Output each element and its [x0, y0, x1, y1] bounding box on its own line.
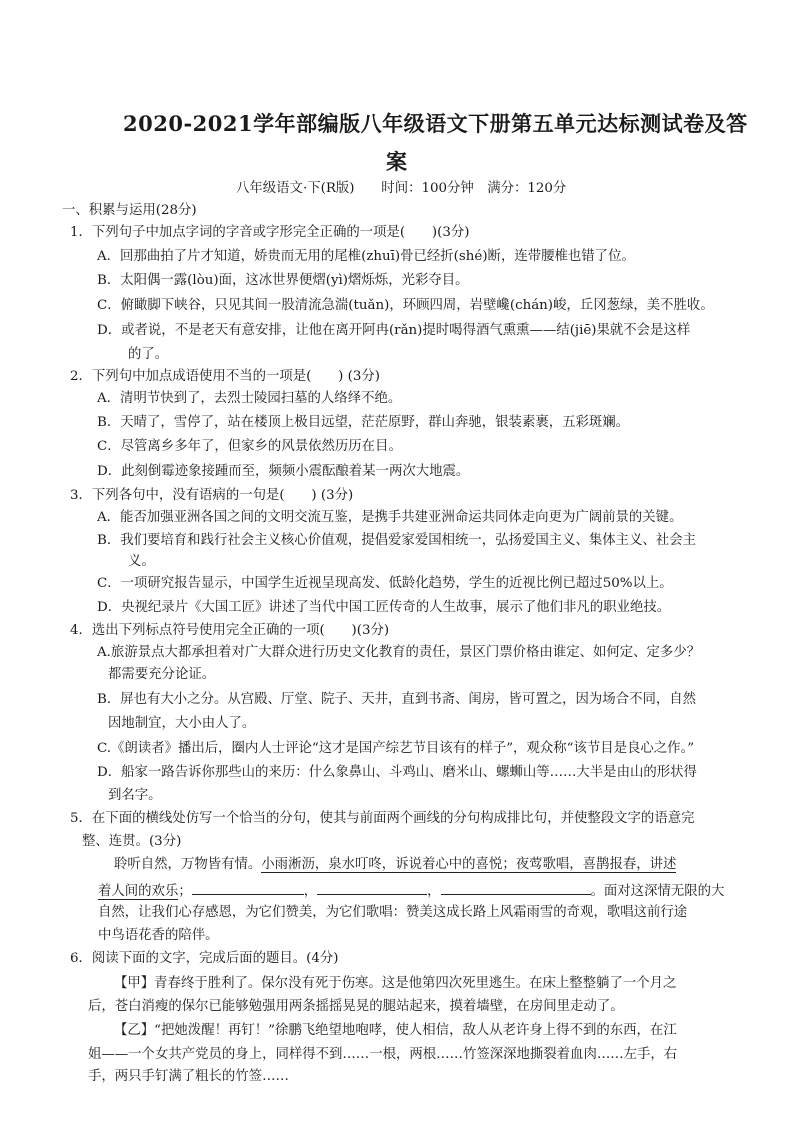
q5-passage-line2 [98, 880, 724, 901]
q2-option-b: B．天晴了，雪停了，站在楼顶上极目远望，茫茫原野，群山奔驰，银装素裹，五彩斑斓。 [97, 415, 630, 430]
q6-passage-jia-line1: 【甲】青春终于胜利了。保尔没有死于伤寒。这是他第四次死里逃生。在床上整整躺了一个月之 [114, 976, 677, 991]
q2-option-d: D．此刻倒霉迹象接踵而至，频频小震酝酿着某一两次大地震。 [97, 464, 470, 479]
q5-underlined-clauses: 小雨淅沥，泉水叮咚，诉说着心中的喜悦；夜莺歌唱，喜鹊报春，讲述 [261, 857, 677, 872]
q5-stem: 5．在下面的横线处仿写一个恰当的分句，使其与前面两个画线的分句构成排比句，并使整段文字的语意完 [70, 811, 695, 826]
q4-option-d: D．船家一路告诉你那些山的来历：什么象鼻山、斗鸡山、磨米山、螺蛳山等……大半是由山的形状得 [97, 765, 697, 780]
q3-option-d: D．央视纪录片《大国工匠》讲述了当代中国工匠传奇的人生故事，展示了他们非凡的职业绝技。 [97, 600, 671, 615]
q4-option-d-cont: 到名字。 [108, 788, 162, 803]
q3-option-a: A．能否加强亚洲各国之间的文明交流互鉴，是携手共建亚洲命运共同体走向更为广阔前景的关键。 [97, 510, 683, 525]
q6-passage-jia-line2: 后，苍白消瘦的保尔已能够勉强用两条摇摇晃晃的腿站起来，摸着墙壁，在房间里走动了。 [88, 999, 624, 1014]
q5-separator: ， [427, 884, 441, 899]
document-subtitle: 八年级语文·下(R版) 时间：100分钟 满分：120分 [236, 181, 567, 196]
q5-answer-blank-3[interactable] [441, 880, 591, 895]
q4-option-c: C.《朗读者》播出后，圈内人士评论“这才是国产综艺节目该有的样子”，观众称“该节目是良心之作。” [97, 741, 695, 756]
q5-answer-blank-2[interactable] [317, 880, 427, 895]
q2-option-a: A．清明节快到了，去烈士陵园扫墓的人络绎不绝。 [97, 391, 402, 406]
q3-option-b-cont: 义。 [128, 554, 155, 569]
q1-option-d-cont: 的了。 [128, 347, 169, 362]
q6-stem: 6．阅读下面的文字，完成后面的题目。(4分) [70, 951, 339, 966]
q1-option-a: A．回那曲拍了片才知道，娇贵而无用的尾椎(zhuī)骨已经折(shé)断，连带腰椎也错了位。 [97, 249, 635, 264]
q5-stem-cont: 整、连贯。(3分) [82, 834, 182, 849]
q5-passage-line1 [114, 856, 676, 874]
q4-option-a: A.旅游景点大都承担着对广大群众进行历史文化教育的责任，景区门票价格由谁定、如何定、定多少？ [97, 645, 701, 660]
q6-passage-yi-line1: 【乙】“把她泼醒！再钉！”徐鹏飞绝望地咆哮，使人相信，敌人从老许身上得不到的东西，在江 [114, 1023, 677, 1038]
q5-underlined-clause-end: 着人间的欢乐 [98, 884, 179, 899]
q5-separator: ； [178, 884, 192, 899]
document-title-line2: 案 [386, 149, 408, 174]
q1-stem: 1．下列句子中加点字词的字音或字形完全正确的一项是( )(3分) [70, 225, 470, 240]
q5-answer-blank-1[interactable] [192, 880, 304, 895]
q6-passage-yi-line2: 姐——一个女共产党员的身上，同样得不到……一根，两根……竹签深深地撕裂着血肉……左手，右 [88, 1047, 678, 1062]
q3-option-c: C．一项研究报告显示，中国学生近视呈现高发、低龄化趋势，学生的近视比例已超过50%以上。 [97, 576, 673, 591]
q2-option-c: C．尽管离乡多年了，但家乡的风景依然历历在目。 [97, 439, 402, 454]
document-title-line1: 2020-2021学年部编版八年级语文下册第五单元达标测试卷及答 [123, 111, 748, 136]
q4-stem: 4．选出下列标点符号使用完全正确的一项( )(3分) [70, 623, 390, 638]
q5-after-text: 。面对这深情无限的大 [590, 884, 725, 899]
q6-passage-yi-line3: 手，两只手钉满了粗长的竹签…… [88, 1069, 289, 1084]
q3-stem: 3．下列各句中，没有语病的一句是( ) (3分) [70, 488, 354, 503]
q5-passage-line4: 中鸟语花香的陪伴。 [98, 928, 219, 943]
q5-passage-line3: 自然，让我们心存感恩，为它们赞美，为它们歌唱：赞美这成长路上风霜雨雪的奇观，歌唱这前行途 [98, 905, 688, 920]
q5-separator: ， [303, 884, 318, 899]
q4-option-a-cont: 都需要充分论证。 [108, 667, 216, 682]
section-heading: 一、积累与运用(28分) [62, 203, 197, 218]
q4-option-b: B．屏也有大小之分。从宫殿、厅堂、院子、天井，直到书斋、闺房，皆可置之，因为场合不同，自然 [97, 692, 697, 707]
q1-option-d: D．或者说，不是老天有意安排，让他在离开阿冉(rǎn)提时喝得酒气熏熏——结(jiē)果就不会是这样 [97, 323, 691, 338]
q5-lead: 聆听自然，万物皆有情。 [114, 857, 262, 872]
q1-option-b: B．太阳偶一露(lòu)面，这冰世界便熠(yì)熠烁烁，光彩夺目。 [97, 273, 469, 288]
q3-option-b: B．我们要培育和践行社会主义核心价值观，提倡爱家爱国相统一，弘扬爱国主义、集体主义、社会主 [97, 533, 697, 548]
q4-option-b-cont: 因地制宜，大小由人了。 [108, 716, 256, 731]
q1-option-c: C．俯瞰脚下峡谷，只见其间一股清流急湍(tuǎn)，环顾四周，岩壁巉(chán)峻，丘冈葱绿，美不胜收。 [97, 298, 714, 313]
q2-stem: 2．下列句中加点成语使用不当的一项是( ) (3分) [70, 369, 381, 384]
